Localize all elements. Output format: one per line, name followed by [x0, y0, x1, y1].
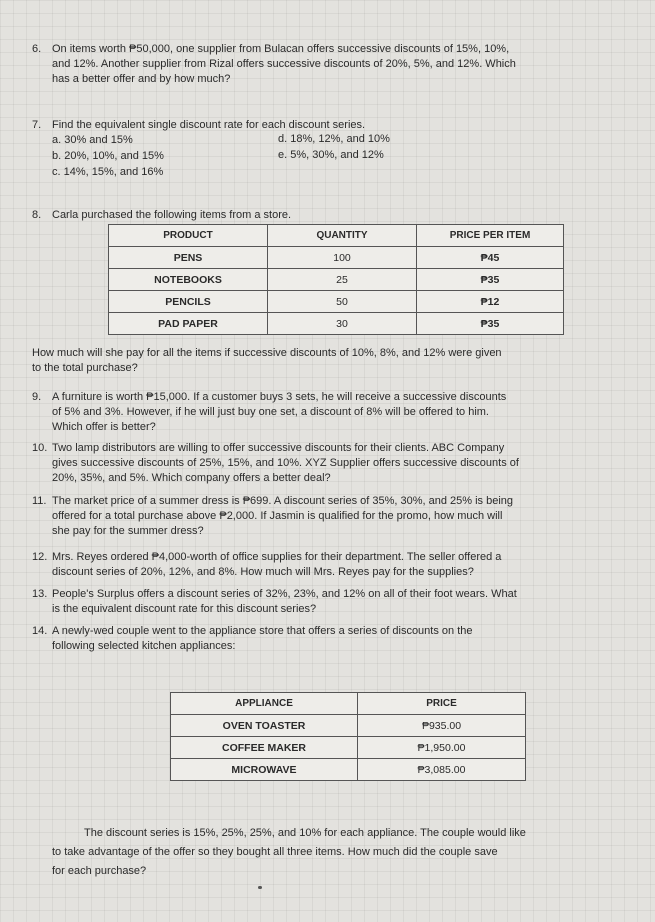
question-text-line: The discount series is 15%, 25%, 25%, and 10% for each appliance. The couple would like: [84, 827, 526, 839]
appliance-cell: COFFEE MAKER: [171, 737, 358, 759]
question-number: 14.: [32, 625, 48, 637]
price-cell: ₱12: [417, 291, 564, 313]
product-cell: NOTEBOOKS: [109, 269, 268, 291]
question-number: 6.: [32, 43, 42, 55]
column-header: APPLIANCE: [171, 693, 358, 715]
products-table: [108, 224, 564, 335]
price-cell: ₱1,950.00: [358, 737, 526, 759]
option-d: d. 18%, 12%, and 10%: [278, 133, 390, 145]
table-row: [171, 759, 526, 781]
appliance-cell: OVEN TOASTER: [171, 715, 358, 737]
question-text-line: gives successive discounts of 25%, 15%, and 10%. XYZ Supplier offers successive discounts of: [52, 457, 519, 469]
column-header: QUANTITY: [268, 225, 417, 247]
question-text-line: to take advantage of the offer so they bought all three items. How much did the couple save: [52, 846, 498, 858]
question-text-line: of 5% and 3%. However, if he will just buy one set, a discount of 8% will be offered to him.: [52, 406, 489, 418]
question-text-line: A newly-wed couple went to the appliance store that offers a series of discounts on the: [52, 625, 473, 637]
option-c: c. 14%, 15%, and 16%: [52, 166, 164, 178]
question-number: 8.: [32, 209, 42, 221]
quantity-cell: 30: [268, 313, 417, 335]
question-text-line: discount series of 20%, 12%, and 8%. How much will Mrs. Reyes pay for the supplies?: [52, 566, 474, 578]
question-text-line: has a better offer and by how much?: [52, 73, 231, 85]
question-text-line: 20%, 35%, and 5%. Which company offers a better deal?: [52, 472, 331, 484]
table-header-row: [109, 225, 564, 247]
question-stem: Find the equivalent single discount rate for each discount series.: [52, 119, 366, 131]
question-number: 9.: [32, 391, 42, 403]
question-8-followup: [32, 346, 642, 376]
question-stem: Carla purchased the following items from a store.: [52, 209, 292, 221]
table-row: [171, 737, 526, 759]
product-cell: PAD PAPER: [109, 313, 268, 335]
column-header: PRODUCT: [109, 225, 268, 247]
appliances-table: [170, 692, 526, 781]
column-header: PRICE: [358, 693, 526, 715]
product-cell: PENS: [109, 247, 268, 269]
question-text-line: People's Surplus offers a discount series of 32%, 23%, and 12% on all of their foot wears. What: [52, 588, 517, 600]
product-cell: PENCILS: [109, 291, 268, 313]
question-text-line: On items worth ₱50,000, one supplier from Bulacan offers successive discounts of 15%, 10%,: [52, 43, 510, 55]
option-b: b. 20%, 10%, and 15%: [52, 150, 164, 162]
column-header: PRICE PER ITEM: [417, 225, 564, 247]
question-12: [32, 550, 647, 580]
table-row: [109, 313, 564, 335]
question-number: 13.: [32, 588, 48, 600]
price-cell: ₱45: [417, 247, 564, 269]
question-text-line: and 12%. Another supplier from Rizal offers successive discounts of 20%, 5%, and 12%. Which: [52, 58, 516, 70]
quantity-cell: 100: [268, 247, 417, 269]
table-row: [109, 247, 564, 269]
question-9: [32, 390, 642, 435]
question-text-line: for each purchase?: [52, 865, 147, 877]
question-text-line: Two lamp distributors are willing to offer successive discounts for their clients. ABC Company: [52, 442, 505, 454]
table-header-row: [171, 693, 526, 715]
question-10: [32, 441, 647, 486]
question-number: 10.: [32, 442, 48, 454]
question-number: 11.: [32, 495, 47, 507]
question-text-line: following selected kitchen appliances:: [52, 640, 236, 652]
price-cell: ₱35: [417, 313, 564, 335]
question-text-line: How much will she pay for all the items if successive discounts of 10%, 8%, and 12% were given: [32, 347, 502, 359]
quantity-cell: 25: [268, 269, 417, 291]
question-text-line: The market price of a summer dress is ₱699. A discount series of 35%, 30%, and 25% is being: [52, 495, 514, 507]
question-11: [32, 494, 647, 539]
question-number: 7.: [32, 119, 42, 131]
table-row: [109, 291, 564, 313]
price-cell: ₱935.00: [358, 715, 526, 737]
table-row: [171, 715, 526, 737]
question-6: [32, 42, 632, 87]
ink-dot: [258, 886, 262, 889]
appliance-cell: MICROWAVE: [171, 759, 358, 781]
price-cell: ₱35: [417, 269, 564, 291]
quantity-cell: 50: [268, 291, 417, 313]
question-7: [32, 118, 632, 133]
table-row: [109, 269, 564, 291]
question-number: 12.: [32, 551, 48, 563]
question-text-line: Which offer is better?: [52, 421, 156, 433]
price-cell: ₱3,085.00: [358, 759, 526, 781]
question-text-line: she pay for the summer dress?: [52, 525, 204, 537]
question-13: [32, 587, 647, 617]
option-a: a. 30% and 15%: [52, 134, 133, 146]
question-text-line: is the equivalent discount rate for this discount series?: [52, 603, 317, 615]
question-text-line: A furniture is worth ₱15,000. If a customer buys 3 sets, he will receive a successive discounts: [52, 391, 507, 403]
option-e: e. 5%, 30%, and 12%: [278, 149, 384, 161]
question-14: [32, 624, 642, 654]
question-14-followup: [52, 824, 652, 881]
question-text-line: to the total purchase?: [32, 362, 138, 374]
question-text-line: Mrs. Reyes ordered ₱4,000-worth of office supplies for their department. The seller offered a: [52, 551, 502, 563]
question-8: [32, 208, 291, 223]
question-text-line: offered for a total purchase above ₱2,000. If Jasmin is qualified for the promo, how much will: [52, 510, 503, 522]
